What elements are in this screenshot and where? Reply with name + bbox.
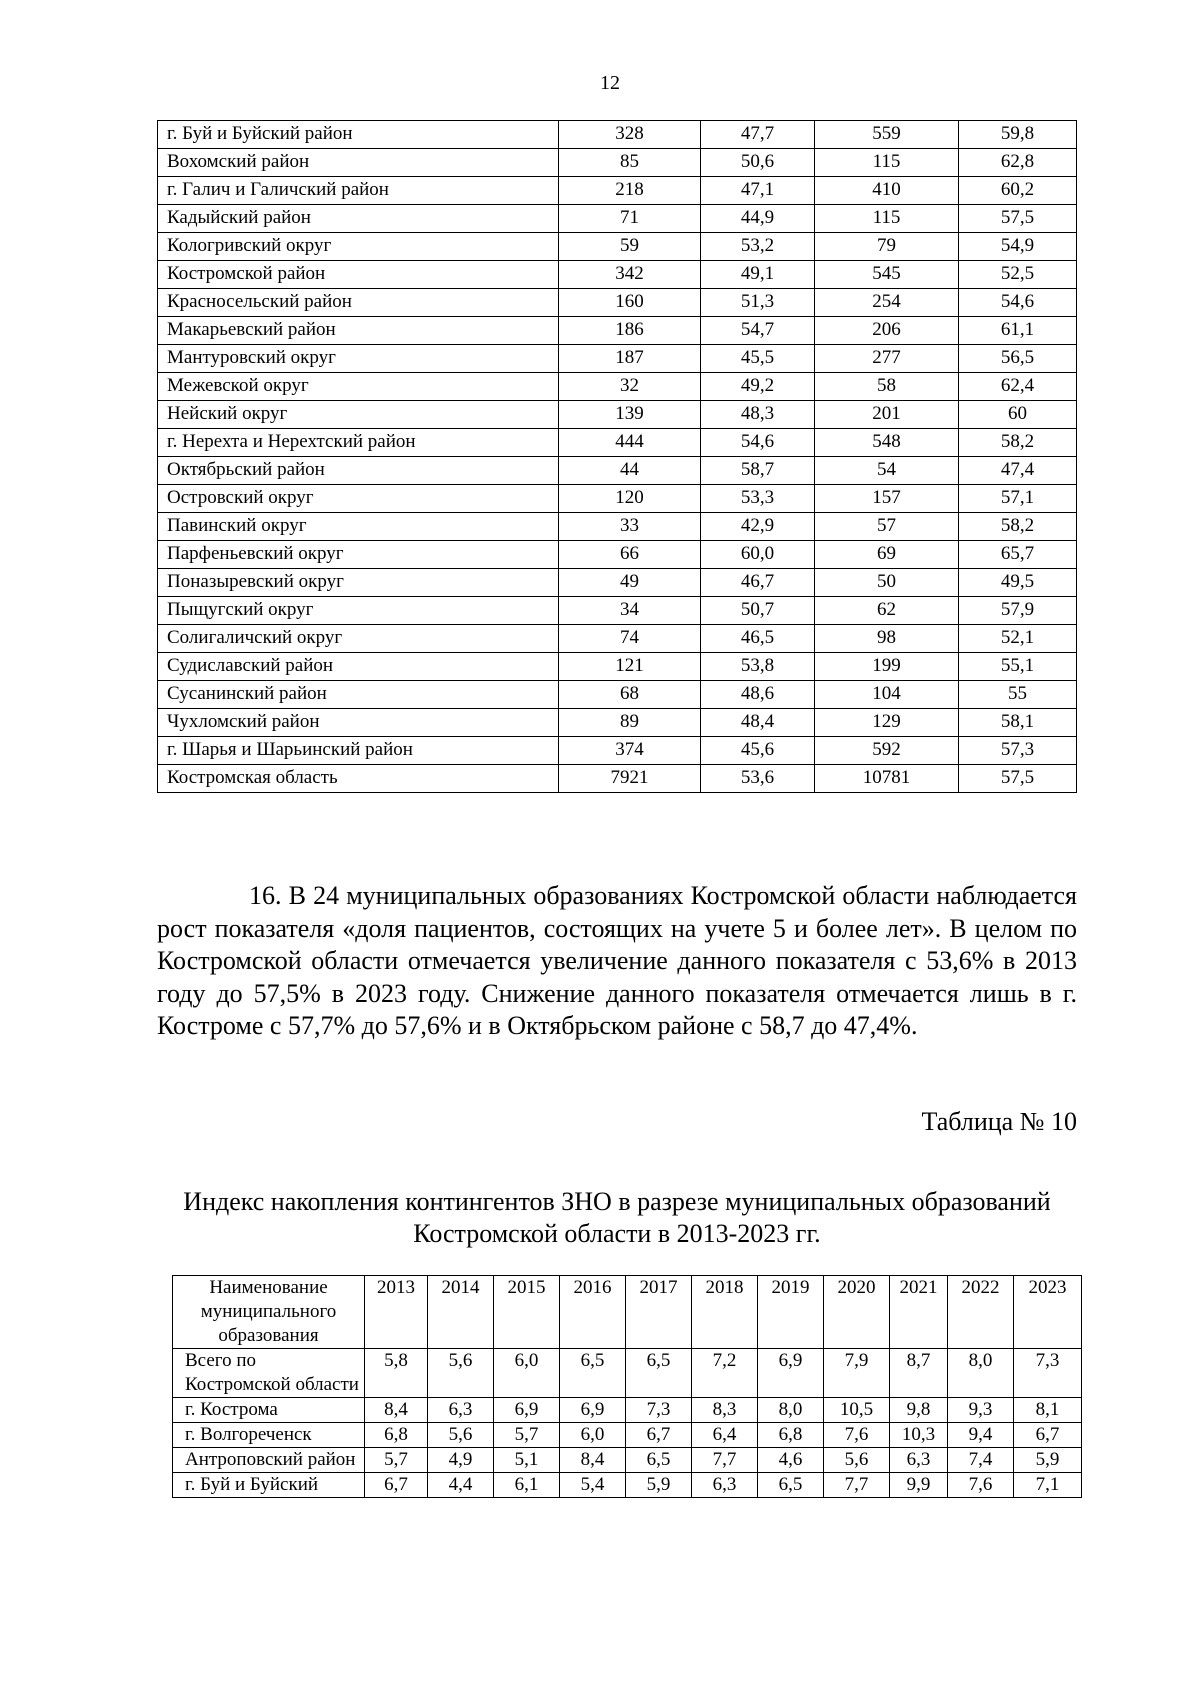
index-value-cell: 5,9 [1014,1448,1082,1473]
region-name-cell: Павинский округ [158,513,559,541]
index-value-cell: 5,6 [428,1423,494,1448]
value-cell: 47,1 [701,177,815,205]
table-row [158,373,1077,401]
value-cell: 44,9 [701,205,815,233]
index-value-cell: 7,7 [692,1448,758,1473]
value-cell: 46,5 [701,625,815,653]
value-cell: 129 [815,709,959,737]
value-cell: 58 [815,373,959,401]
value-cell: 48,3 [701,401,815,429]
index-value-cell: 7,9 [824,1349,890,1398]
index-value-cell: 6,9 [560,1398,626,1423]
region-name-cell: Мантуровский округ [158,345,559,373]
region-name-cell: Островский округ [158,485,559,513]
value-cell: 51,3 [701,289,815,317]
index-value-cell: 7,6 [824,1423,890,1448]
table-header-row [173,1276,1082,1349]
table-row [158,345,1077,373]
value-cell: 139 [559,401,701,429]
table-row [158,205,1077,233]
value-cell: 115 [815,205,959,233]
header-name-cell: Наименование муниципального образования [173,1276,365,1349]
region-name-cell: Всего по Костромской области [173,1349,365,1398]
region-name-cell: Красносельский район [158,289,559,317]
value-cell: 55 [959,681,1077,709]
index-value-cell: 9,3 [948,1398,1014,1423]
region-name-cell: Кологривский округ [158,233,559,261]
index-value-cell: 7,7 [824,1473,890,1498]
value-cell: 62 [815,597,959,625]
region-name-cell: Парфеньевский округ [158,541,559,569]
table-row [173,1448,1082,1473]
table-row [158,429,1077,457]
value-cell: 59,8 [959,121,1077,149]
region-name-cell: Судиславский район [158,653,559,681]
year-header-cell: 2018 [692,1276,758,1349]
value-cell: 160 [559,289,701,317]
value-cell: 66 [559,541,701,569]
table-row [173,1349,1082,1398]
index-value-cell: 7,4 [948,1448,1014,1473]
table-row [158,121,1077,149]
value-cell: 53,2 [701,233,815,261]
index-value-cell: 6,7 [365,1473,428,1498]
region-name-cell: г. Шарья и Шарьинский район [158,737,559,765]
value-cell: 50 [815,569,959,597]
value-cell: 49,5 [959,569,1077,597]
index-value-cell: 5,6 [428,1349,494,1398]
region-name-cell: Солигаличский округ [158,625,559,653]
index-value-cell: 7,1 [1014,1473,1082,1498]
value-cell: 54,9 [959,233,1077,261]
table-row [158,401,1077,429]
index-value-cell: 10,3 [890,1423,948,1448]
value-cell: 47,4 [959,457,1077,485]
value-cell: 57,1 [959,485,1077,513]
region-name-cell: Макарьевский район [158,317,559,345]
value-cell: 48,6 [701,681,815,709]
table-row [158,261,1077,289]
region-name-cell: г. Буй и Буйский [173,1473,365,1498]
index-value-cell: 5,7 [494,1423,560,1448]
value-cell: 33 [559,513,701,541]
table-row [158,681,1077,709]
table-row [158,541,1077,569]
index-value-cell: 6,0 [494,1349,560,1398]
value-cell: 115 [815,149,959,177]
table-accumulation-index [172,1275,1082,1498]
index-value-cell: 7,2 [692,1349,758,1398]
value-cell: 59 [559,233,701,261]
index-value-cell: 6,8 [365,1423,428,1448]
index-value-cell: 6,9 [494,1398,560,1423]
index-value-cell: 8,0 [758,1398,824,1423]
value-cell: 60,2 [959,177,1077,205]
index-value-cell: 6,3 [890,1448,948,1473]
table-row [158,485,1077,513]
value-cell: 98 [815,625,959,653]
value-cell: 49,1 [701,261,815,289]
region-name-cell: Поназыревский округ [158,569,559,597]
value-cell: 46,7 [701,569,815,597]
value-cell: 65,7 [959,541,1077,569]
value-cell: 444 [559,429,701,457]
index-value-cell: 7,3 [1014,1349,1082,1398]
region-name-cell: г. Кострома [173,1398,365,1423]
value-cell: 48,4 [701,709,815,737]
index-value-cell: 8,0 [948,1349,1014,1398]
index-value-cell: 6,3 [692,1473,758,1498]
value-cell: 206 [815,317,959,345]
value-cell: 57,9 [959,597,1077,625]
value-cell: 34 [559,597,701,625]
value-cell: 201 [815,401,959,429]
year-header-cell: 2016 [560,1276,626,1349]
region-name-cell: Нейский округ [158,401,559,429]
index-value-cell: 6,5 [626,1448,692,1473]
index-value-cell: 6,8 [758,1423,824,1448]
year-header-cell: 2023 [1014,1276,1082,1349]
table-row [158,653,1077,681]
index-value-cell: 5,7 [365,1448,428,1473]
value-cell: 89 [559,709,701,737]
region-name-cell: г. Буй и Буйский район [158,121,559,149]
index-value-cell: 8,1 [1014,1398,1082,1423]
index-value-cell: 8,7 [890,1349,948,1398]
table-title: Индекс накопления контингентов ЗНО в разрезе муниципальных образований Костромской области в 2013-2023 гг. [183,1187,1051,1248]
index-value-cell: 4,4 [428,1473,494,1498]
table-label: Таблица № 10 [921,1107,1077,1136]
value-cell: 58,7 [701,457,815,485]
value-cell: 56,5 [959,345,1077,373]
table-row [158,289,1077,317]
value-cell: 545 [815,261,959,289]
value-cell: 62,8 [959,149,1077,177]
index-value-cell: 5,9 [626,1473,692,1498]
region-name-cell: Пыщугский округ [158,597,559,625]
table-row [158,765,1077,793]
index-value-cell: 8,4 [365,1398,428,1423]
table-row [173,1473,1082,1498]
value-cell: 342 [559,261,701,289]
index-value-cell: 6,0 [560,1423,626,1448]
year-header-cell: 2020 [824,1276,890,1349]
table-row [158,317,1077,345]
table-row [173,1423,1082,1448]
value-cell: 53,8 [701,653,815,681]
year-header-cell: 2017 [626,1276,692,1349]
value-cell: 71 [559,205,701,233]
region-name-cell: Антроповский район [173,1448,365,1473]
index-value-cell: 5,8 [365,1349,428,1398]
value-cell: 218 [559,177,701,205]
value-cell: 328 [559,121,701,149]
table-row [158,233,1077,261]
region-name-cell: Вохомский район [158,149,559,177]
value-cell: 54,6 [701,429,815,457]
table-row [158,149,1077,177]
index-value-cell: 10,5 [824,1398,890,1423]
index-value-cell: 4,9 [428,1448,494,1473]
value-cell: 32 [559,373,701,401]
value-cell: 592 [815,737,959,765]
index-value-cell: 6,4 [692,1423,758,1448]
value-cell: 60,0 [701,541,815,569]
value-cell: 121 [559,653,701,681]
table-row [158,737,1077,765]
index-value-cell: 6,5 [626,1349,692,1398]
table-row [158,625,1077,653]
index-value-cell: 9,9 [890,1473,948,1498]
value-cell: 57,3 [959,737,1077,765]
value-cell: 186 [559,317,701,345]
region-name-cell: Межевской округ [158,373,559,401]
value-cell: 54,6 [959,289,1077,317]
region-name-cell: г. Нерехта и Нерехтский район [158,429,559,457]
value-cell: 79 [815,233,959,261]
value-cell: 49 [559,569,701,597]
index-value-cell: 9,8 [890,1398,948,1423]
page-number: 12 [600,72,620,94]
value-cell: 85 [559,149,701,177]
value-cell: 42,9 [701,513,815,541]
value-cell: 52,5 [959,261,1077,289]
year-header-cell: 2014 [428,1276,494,1349]
table-row [158,177,1077,205]
index-value-cell: 6,3 [428,1398,494,1423]
value-cell: 58,2 [959,513,1077,541]
value-cell: 410 [815,177,959,205]
index-value-cell: 8,4 [560,1448,626,1473]
value-cell: 7921 [559,765,701,793]
value-cell: 47,7 [701,121,815,149]
value-cell: 104 [815,681,959,709]
value-cell: 254 [815,289,959,317]
table-row [158,457,1077,485]
region-name-cell: г. Галич и Галичский район [158,177,559,205]
index-value-cell: 5,6 [824,1448,890,1473]
value-cell: 49,2 [701,373,815,401]
value-cell: 57,5 [959,205,1077,233]
value-cell: 53,3 [701,485,815,513]
year-header-cell: 2021 [890,1276,948,1349]
index-value-cell: 7,6 [948,1473,1014,1498]
region-name-cell: Октябрьский район [158,457,559,485]
index-value-cell: 6,5 [560,1349,626,1398]
table-row [158,597,1077,625]
index-value-cell: 4,6 [758,1448,824,1473]
value-cell: 57,5 [959,765,1077,793]
value-cell: 10781 [815,765,959,793]
value-cell: 157 [815,485,959,513]
value-cell: 74 [559,625,701,653]
value-cell: 54,7 [701,317,815,345]
index-value-cell: 6,5 [758,1473,824,1498]
index-value-cell: 7,3 [626,1398,692,1423]
index-value-cell: 6,7 [626,1423,692,1448]
value-cell: 57 [815,513,959,541]
year-header-cell: 2015 [494,1276,560,1349]
value-cell: 50,6 [701,149,815,177]
index-value-cell: 8,3 [692,1398,758,1423]
value-cell: 199 [815,653,959,681]
region-name-cell: Костромской район [158,261,559,289]
value-cell: 559 [815,121,959,149]
table-row [173,1398,1082,1423]
table-row [158,569,1077,597]
paragraph-16 [157,880,1077,1043]
value-cell: 69 [815,541,959,569]
value-cell: 120 [559,485,701,513]
index-value-cell: 6,7 [1014,1423,1082,1448]
index-value-cell: 5,1 [494,1448,560,1473]
value-cell: 54 [815,457,959,485]
value-cell: 60 [959,401,1077,429]
value-cell: 50,7 [701,597,815,625]
value-cell: 53,6 [701,765,815,793]
index-value-cell: 6,1 [494,1473,560,1498]
index-value-cell: 6,9 [758,1349,824,1398]
value-cell: 62,4 [959,373,1077,401]
year-header-cell: 2013 [365,1276,428,1349]
year-header-cell: 2019 [758,1276,824,1349]
value-cell: 548 [815,429,959,457]
table-row [158,709,1077,737]
index-value-cell: 5,4 [560,1473,626,1498]
value-cell: 374 [559,737,701,765]
value-cell: 58,1 [959,709,1077,737]
region-name-cell: Костромская область [158,765,559,793]
value-cell: 44 [559,457,701,485]
region-name-cell: Кадыйский район [158,205,559,233]
region-name-cell: Чухломский район [158,709,559,737]
value-cell: 52,1 [959,625,1077,653]
value-cell: 55,1 [959,653,1077,681]
table-patients-5-years [157,120,1077,793]
table-row [158,513,1077,541]
value-cell: 58,2 [959,429,1077,457]
region-name-cell: Сусанинский район [158,681,559,709]
value-cell: 277 [815,345,959,373]
value-cell: 45,5 [701,345,815,373]
value-cell: 61,1 [959,317,1077,345]
year-header-cell: 2022 [948,1276,1014,1349]
paragraph-text: 16. В 24 муниципальных образованиях Костромской области наблюдается рост показателя «доля пациентов, состоящих на учете 5 и более лет». В целом по Костромской области отмечается увеличение данного показателя с 53,6% в 2013 году до 57,5% в 2023 году. Снижение данного показателя отмечается лишь в г. Костроме с 57,7% до 57,6% и в Октябрьском районе с 58,7 до 47,4%. [157,881,1077,1040]
index-value-cell: 9,4 [948,1423,1014,1448]
region-name-cell: г. Волгореченск [173,1423,365,1448]
value-cell: 45,6 [701,737,815,765]
value-cell: 187 [559,345,701,373]
value-cell: 68 [559,681,701,709]
